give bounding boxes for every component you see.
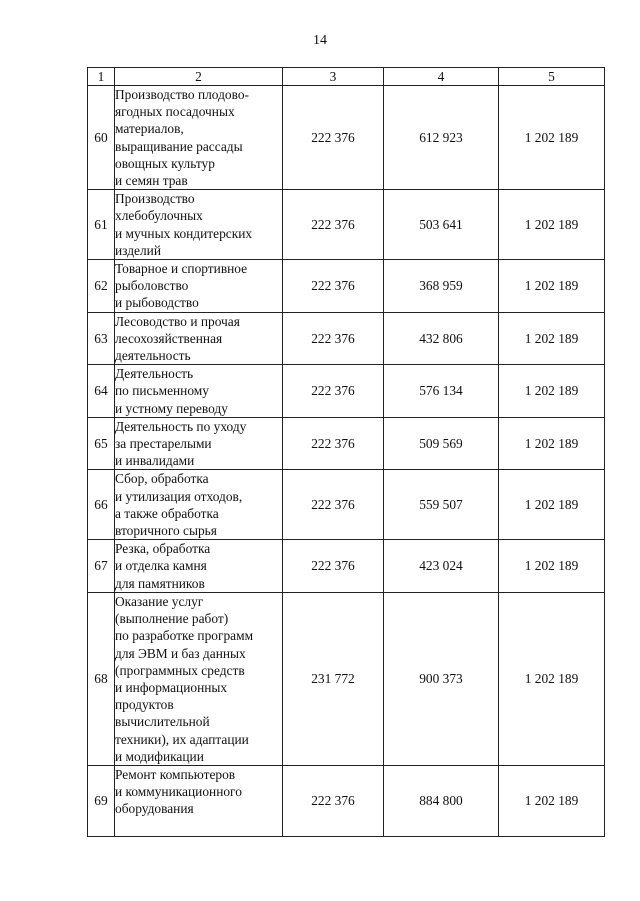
value-col4: 576 134 bbox=[384, 365, 499, 418]
value-col4: 900 373 bbox=[384, 592, 499, 765]
table-header-row bbox=[88, 68, 605, 86]
value-col4: 423 024 bbox=[384, 540, 499, 593]
value-col3: 231 772 bbox=[283, 592, 384, 765]
value-col5: 1 202 189 bbox=[499, 365, 605, 418]
value-col5: 1 202 189 bbox=[499, 312, 605, 365]
table-row bbox=[88, 417, 605, 470]
row-number: 61 bbox=[88, 190, 115, 260]
value-col3: 222 376 bbox=[283, 312, 384, 365]
activity-name: Деятельность по письменному и устному переводу bbox=[115, 365, 283, 418]
table-row bbox=[88, 260, 605, 313]
value-col3: 222 376 bbox=[283, 765, 384, 836]
table-row bbox=[88, 470, 605, 540]
value-col5: 1 202 189 bbox=[499, 470, 605, 540]
activity-name: Оказание услуг (выполнение работ) по разработке программ для ЭВМ и баз данных (программных средств и информационных продуктов вычислительной техники), их адаптации и модификации bbox=[115, 592, 283, 765]
activity-name: Ремонт компьютеров и коммуникационного оборудования bbox=[115, 765, 283, 836]
value-col3: 222 376 bbox=[283, 190, 384, 260]
row-number: 63 bbox=[88, 312, 115, 365]
value-col5: 1 202 189 bbox=[499, 765, 605, 836]
row-number: 60 bbox=[88, 86, 115, 190]
value-col5: 1 202 189 bbox=[499, 592, 605, 765]
activity-name: Товарное и спортивное рыболовство и рыбоводство bbox=[115, 260, 283, 313]
row-number: 62 bbox=[88, 260, 115, 313]
value-col3: 222 376 bbox=[283, 470, 384, 540]
value-col4: 884 800 bbox=[384, 765, 499, 836]
value-col3: 222 376 bbox=[283, 86, 384, 190]
activity-name: Лесоводство и прочая лесохозяйственная деятельность bbox=[115, 312, 283, 365]
value-col3: 222 376 bbox=[283, 540, 384, 593]
row-number: 66 bbox=[88, 470, 115, 540]
activity-name: Производство хлебобулочных и мучных кондитерских изделий bbox=[115, 190, 283, 260]
activity-name: Производство плодово- ягодных посадочных материалов, выращивание рассады овощных культур и семян трав bbox=[115, 86, 283, 190]
row-number: 64 bbox=[88, 365, 115, 418]
column-header: 4 bbox=[384, 68, 499, 86]
value-col4: 509 569 bbox=[384, 417, 499, 470]
table-row bbox=[88, 312, 605, 365]
value-col5: 1 202 189 bbox=[499, 86, 605, 190]
row-number: 65 bbox=[88, 417, 115, 470]
activity-name: Сбор, обработка и утилизация отходов, а также обработка вторичного сырья bbox=[115, 470, 283, 540]
value-col4: 559 507 bbox=[384, 470, 499, 540]
table-row bbox=[88, 592, 605, 765]
table-row bbox=[88, 540, 605, 593]
table-row bbox=[88, 365, 605, 418]
value-col4: 612 923 bbox=[384, 86, 499, 190]
row-number: 68 bbox=[88, 592, 115, 765]
activity-name: Резка, обработка и отделка камня для памятников bbox=[115, 540, 283, 593]
value-col5: 1 202 189 bbox=[499, 190, 605, 260]
table-row bbox=[88, 86, 605, 190]
table-row bbox=[88, 765, 605, 836]
value-col4: 503 641 bbox=[384, 190, 499, 260]
value-col4: 432 806 bbox=[384, 312, 499, 365]
value-col3: 222 376 bbox=[283, 365, 384, 418]
value-col3: 222 376 bbox=[283, 417, 384, 470]
column-header: 1 bbox=[88, 68, 115, 86]
value-col5: 1 202 189 bbox=[499, 260, 605, 313]
value-col4: 368 959 bbox=[384, 260, 499, 313]
value-col3: 222 376 bbox=[283, 260, 384, 313]
row-number: 67 bbox=[88, 540, 115, 593]
column-header: 2 bbox=[115, 68, 283, 86]
column-header: 3 bbox=[283, 68, 384, 86]
activity-name: Деятельность по уходу за престарелыми и инвалидами bbox=[115, 417, 283, 470]
value-col5: 1 202 189 bbox=[499, 540, 605, 593]
table-row bbox=[88, 190, 605, 260]
row-number: 69 bbox=[88, 765, 115, 836]
page-number: 14 bbox=[313, 33, 327, 48]
value-col5: 1 202 189 bbox=[499, 417, 605, 470]
column-header: 5 bbox=[499, 68, 605, 86]
data-table bbox=[87, 67, 605, 837]
